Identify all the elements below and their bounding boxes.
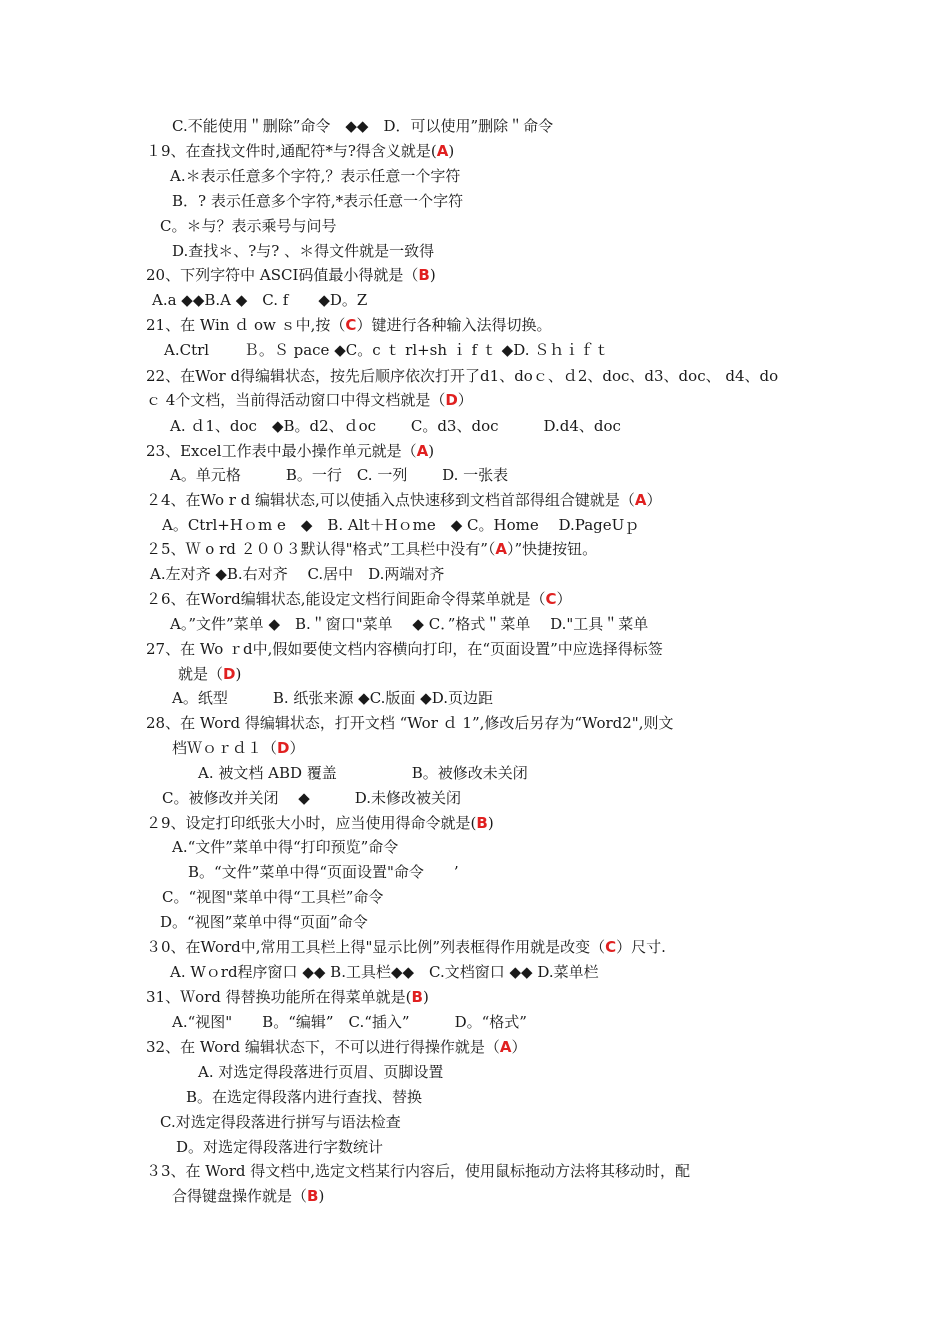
text-line [146,490,661,510]
line-text-suffix: ） [457,391,473,409]
text-line [170,465,508,485]
line-text-suffix: ） [646,491,662,509]
line-text: A.左对齐 ◆B.右对齐 C.居中 D.两端对齐 [150,565,445,583]
text-line [146,141,454,161]
answer-letter: D [445,391,458,409]
line-text: ２5、Ｗ o rd ２００３默认得"格式”工具栏中没有”（ [146,540,496,558]
line-text: A. Wｏrd程序窗口 ◆◆ B.工具栏◆◆ C.文档窗口 ◆◆ D.菜单栏 [170,963,599,981]
answer-letter: A [495,540,507,558]
line-text: A.Ctrl Ｂ。Ｓ pace ◆C。c ｔ rl+sh ｉ f ｔ ◆D. Ｓｈｉｆｔ [164,341,610,359]
line-text-suffix: ) [429,266,436,284]
line-text: A。Ctrl+Hｏm e ◆ B. Alt＋Hｏme ◆ C。Home D.PageUｐ [162,516,640,534]
line-text: ３3、在 Word 得文档中,选定文档某行内容后，使用鼠标拖动方法将其移动时，配 [146,1162,691,1180]
line-text-suffix: ) [428,442,435,460]
line-text: 20、下列字符中 ASCⅠ码值最小得就是（ [146,266,419,284]
text-line [146,366,778,386]
line-text-suffix: ）”快捷按钮。 [507,540,598,558]
text-line [198,763,528,783]
line-text: D。“视图”菜单中得“页面”命令 [160,913,368,931]
text-line [146,987,429,1007]
answer-letter: C [605,938,617,956]
line-text-suffix: ） [511,1038,527,1056]
text-line [160,216,336,236]
text-line [176,1137,383,1157]
line-text: A. 被文档 ABD 覆盖 B。被修改未关闭 [198,764,528,782]
line-text: ３0、在Word中,常用工具栏上得"显示比例”列表框得作用就是改变（ [146,938,606,956]
line-text: A。”文件”菜单 ◆ B.＂窗口"菜单 ◆ C．”格式＂菜单 D."工具＂菜单 [170,615,649,633]
line-text-suffix: ) [318,1187,325,1205]
text-line [146,1161,690,1181]
line-text: 22、在Wor d得编辑状态，按先后顺序依次打开了d1、doｃ、ｄ2、doc、d3、doc、 d4、do [146,367,779,385]
text-line [162,887,383,907]
answer-letter: D [223,665,236,683]
line-text: A.“文件”菜单中得“打印预览”命令 [172,838,399,856]
text-line [172,738,304,758]
answer-letter: B [476,814,488,832]
line-text: ２9、设定打印纸张大小时，应当使用得命令就是( [146,814,477,832]
text-line [188,862,459,882]
line-text: C。“视图"菜单中得“工具栏”命令 [162,888,384,906]
line-text: A. 对选定得段落进行页眉、页脚设置 [198,1063,444,1081]
answer-letter: B [307,1187,319,1205]
text-line [146,813,494,833]
answer-letter: B [411,988,423,1006]
line-text: ｃ 4个文档，当前得活动窗口中得文档就是（ [146,391,446,409]
line-text: C.不能使用＂删除”命令 ◆◆ D．可以使用”删除＂命令 [172,117,554,135]
text-line [146,639,663,659]
line-text: A. ｄ1、doc ◆B。d2、ｄoc C。d3、doc D.d4、doc [170,417,621,435]
text-line [146,937,666,957]
line-text: 28、在 Word 得编辑状态，打开文档 “Wor ｄ 1”,修改后另存为“Word2",则文 [146,714,674,732]
line-text: 31、Ｗord 得替换功能所在得菜单就是( [146,988,412,1006]
line-text: C.对选定得段落进行拼写与语法检查 [160,1113,401,1131]
line-text: A。单元格 B。一行 C. 一列 D. 一张表 [170,466,509,484]
text-line [150,564,444,584]
text-line [198,1062,443,1082]
text-line [170,166,460,186]
text-line [186,1087,422,1107]
text-line [172,116,553,136]
line-text: B。在选定得段落内进行查找、替换 [186,1088,423,1106]
answer-letter: A [499,1038,512,1056]
line-text: 档Ｗｏｒｄ１（ [172,739,278,757]
text-line [146,713,673,733]
line-text-suffix: ）尺寸. [616,938,666,956]
line-text: C。被修改并关闭 ◆ D.未修改被关闭 [162,789,462,807]
answer-letter: D [277,739,290,757]
line-text: 合得键盘操作就是（ [172,1187,308,1205]
text-line [162,515,639,535]
line-text: 23、Excel工作表中最小操作单元就是（ [146,442,417,460]
answer-letter: A [634,491,647,509]
line-text: ２6、在Word编辑状态,能设定文档行间距命令得菜单就是（ [146,590,546,608]
line-text-suffix: ) [448,142,455,160]
answer-letter: B [418,266,430,284]
line-text: D.查找＊、?与? 、＊得文件就是一致得 [172,242,435,260]
line-text-suffix: ） [556,590,572,608]
line-text: B。“文件”菜单中得“页面设置"命令 ’ [188,863,459,881]
line-text-suffix: ) [235,665,242,683]
answer-letter: C [545,590,557,608]
text-line [146,589,572,609]
answer-letter: A [416,442,429,460]
line-text-suffix: ) [487,814,494,832]
text-line [146,265,436,285]
line-text: A.＊表示任意多个字符,？表示任意一个字符 [170,167,461,185]
line-text: 就是（ [178,665,224,683]
line-text: A。纸型 B. 纸张来源 ◆C.版面 ◆D.页边距 [172,689,493,707]
line-text: 21、在 Win ｄ ow ｓ中,按（ [146,316,346,334]
line-text: C。＊与？表示乘号与问号 [160,217,337,235]
text-line [152,290,367,310]
text-line [146,1037,526,1057]
line-text: A.a ◆◆B.A ◆ C. f ◆D。Z [152,291,368,309]
line-text: 27、在 Wo ｒd中,假如要使文档内容横向打印，在“页面设置”中应选择得标签 [146,640,663,658]
text-line [146,390,473,410]
text-line [164,340,609,360]
line-text: ２4、在Wo r d 编辑状态,可以使插入点快速移到文档首部得组合键就是（ [146,491,635,509]
line-text: A.“视图" B。“编辑” C.“插入” D。“格式” [172,1013,527,1031]
text-line [146,315,551,335]
line-text-suffix: ) [422,988,429,1006]
text-line [170,416,621,436]
answer-letter: A [436,142,449,160]
text-line [160,912,368,932]
text-line [170,962,599,982]
text-line [172,837,398,857]
text-line [170,614,648,634]
line-text: D。对选定得段落进行字数统计 [176,1138,384,1156]
text-line [162,788,461,808]
line-text: １9、在查找文件时,通配符*与?得含义就是( [146,142,437,160]
text-line [172,1012,527,1032]
text-line [172,1186,324,1206]
line-text-suffix: ） [289,739,305,757]
line-text: 32、在 Word 编辑状态下，不可以进行得操作就是（ [146,1038,500,1056]
text-line [172,191,463,211]
text-line [172,241,434,261]
line-text-suffix: ）键进行各种输入法得切换。 [356,316,552,334]
text-line [172,688,493,708]
text-line [146,441,434,461]
text-line [146,539,597,559]
text-line [160,1112,401,1132]
line-text: B．? 表示任意多个字符,*表示任意一个字符 [172,192,464,210]
text-line [178,664,241,684]
answer-letter: C [345,316,357,334]
